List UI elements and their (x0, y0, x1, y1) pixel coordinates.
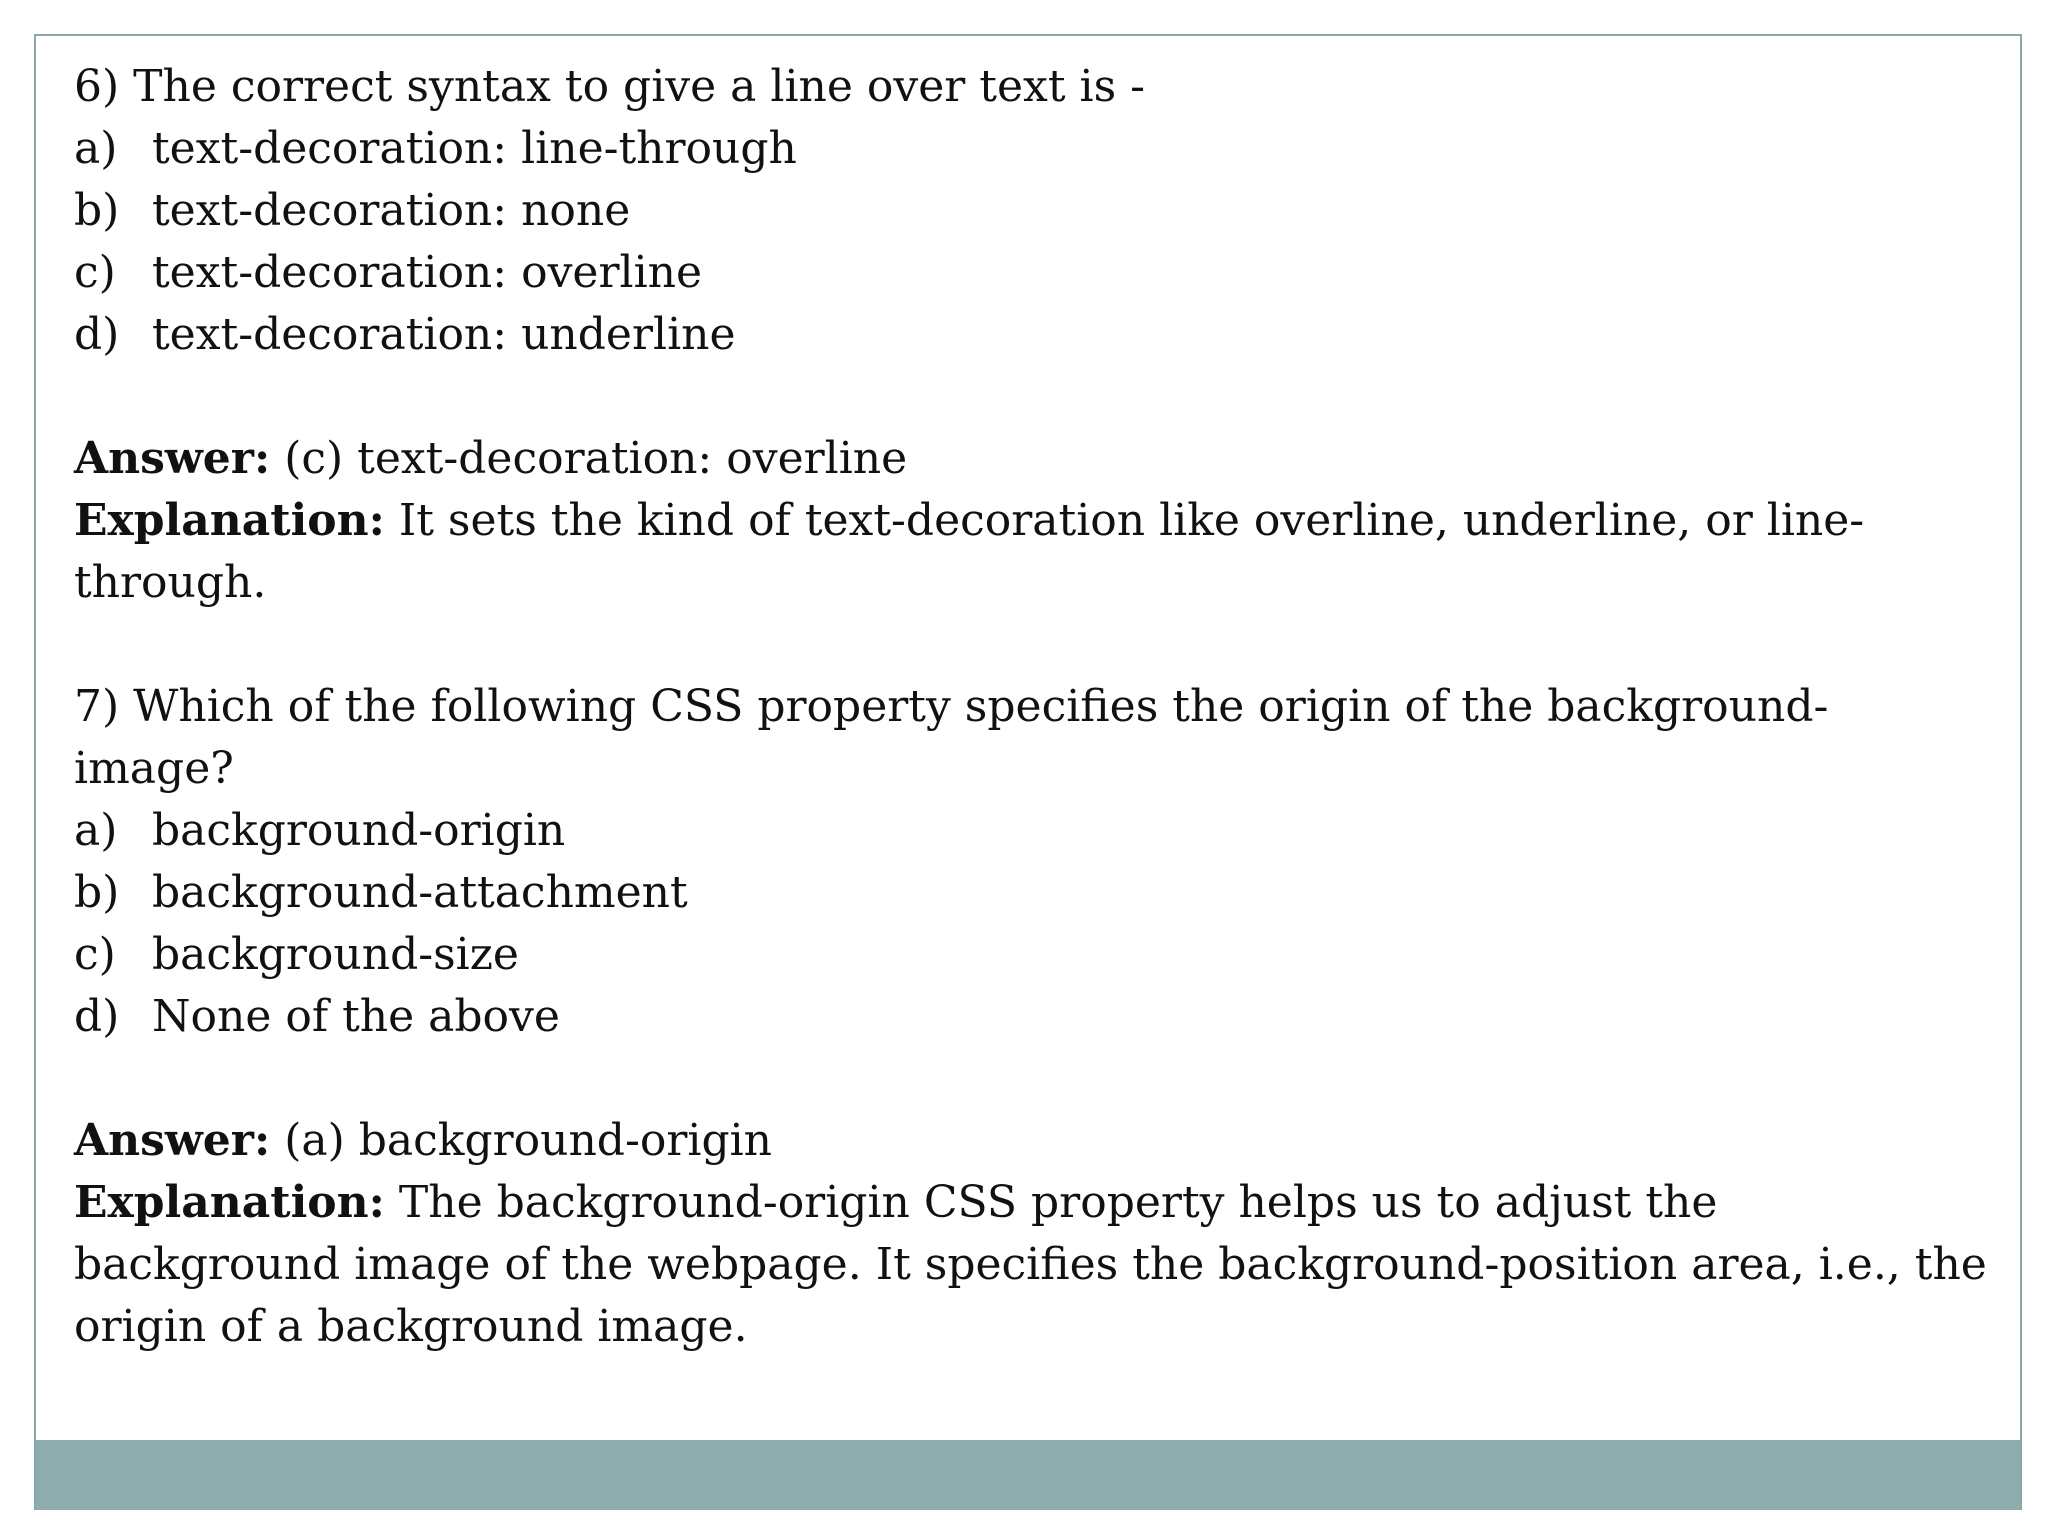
option-text: text-decoration: underline (152, 309, 736, 360)
option-letter: b) (74, 185, 120, 236)
answer-label: Answer: (74, 433, 271, 484)
spacer (74, 614, 2004, 676)
q6-explanation (74, 490, 2004, 552)
q6-explanation-line2: through. (74, 557, 267, 608)
option-text: background-size (152, 929, 519, 980)
q7-option-c (74, 924, 2004, 986)
explanation-text-line1: The background-origin CSS property helps us to adjust the (384, 1177, 1718, 1228)
q6-option-d (74, 304, 2004, 366)
q6-question: 6) The correct syntax to give a line over text is - (74, 61, 1146, 112)
spacer (74, 366, 2004, 428)
q7-question-line1: 7) Which of the following CSS property specifies the origin of the background- (74, 681, 1829, 732)
option-letter: c) (74, 247, 116, 298)
option-letter: a) (74, 123, 118, 174)
option-text: text-decoration: overline (152, 247, 703, 298)
explanation-text-line1: It sets the kind of text-decoration like overline, underline, or line- (384, 495, 1865, 546)
option-letter: d) (74, 309, 120, 360)
answer-label: Answer: (74, 1115, 271, 1166)
q6-option-c (74, 242, 2004, 304)
q7-option-a (74, 800, 2004, 862)
answer-text: (a) background-origin (270, 1115, 773, 1166)
q7-explanation-line3: origin of a background image. (74, 1301, 748, 1352)
option-letter: a) (74, 805, 118, 856)
q6-option-b (74, 180, 2004, 242)
footer-band (36, 1440, 2020, 1510)
q6-answer (74, 428, 2004, 490)
explanation-label: Explanation: (74, 495, 385, 546)
explanation-label: Explanation: (74, 1177, 385, 1228)
option-text: text-decoration: line-through (152, 123, 797, 174)
option-text: None of the above (152, 991, 560, 1042)
q7-question-line2: image? (74, 743, 234, 794)
spacer (74, 1048, 2004, 1110)
q6-option-a (74, 118, 2004, 180)
option-letter: b) (74, 867, 120, 918)
slide (34, 34, 2022, 1510)
q7-explanation-line2: background image of the webpage. It specifies the background-position area, i.e., the (74, 1239, 1987, 1290)
q7-answer (74, 1110, 2004, 1172)
q7-explanation (74, 1172, 2004, 1234)
answer-text: (c) text-decoration: overline (270, 433, 908, 484)
option-letter: c) (74, 929, 116, 980)
q7-option-b (74, 862, 2004, 924)
option-letter: d) (74, 991, 120, 1042)
option-text: background-origin (152, 805, 566, 856)
option-text: text-decoration: none (152, 185, 631, 236)
slide-content (74, 56, 2004, 1358)
option-text: background-attachment (152, 867, 688, 918)
q7-option-d (74, 986, 2004, 1048)
